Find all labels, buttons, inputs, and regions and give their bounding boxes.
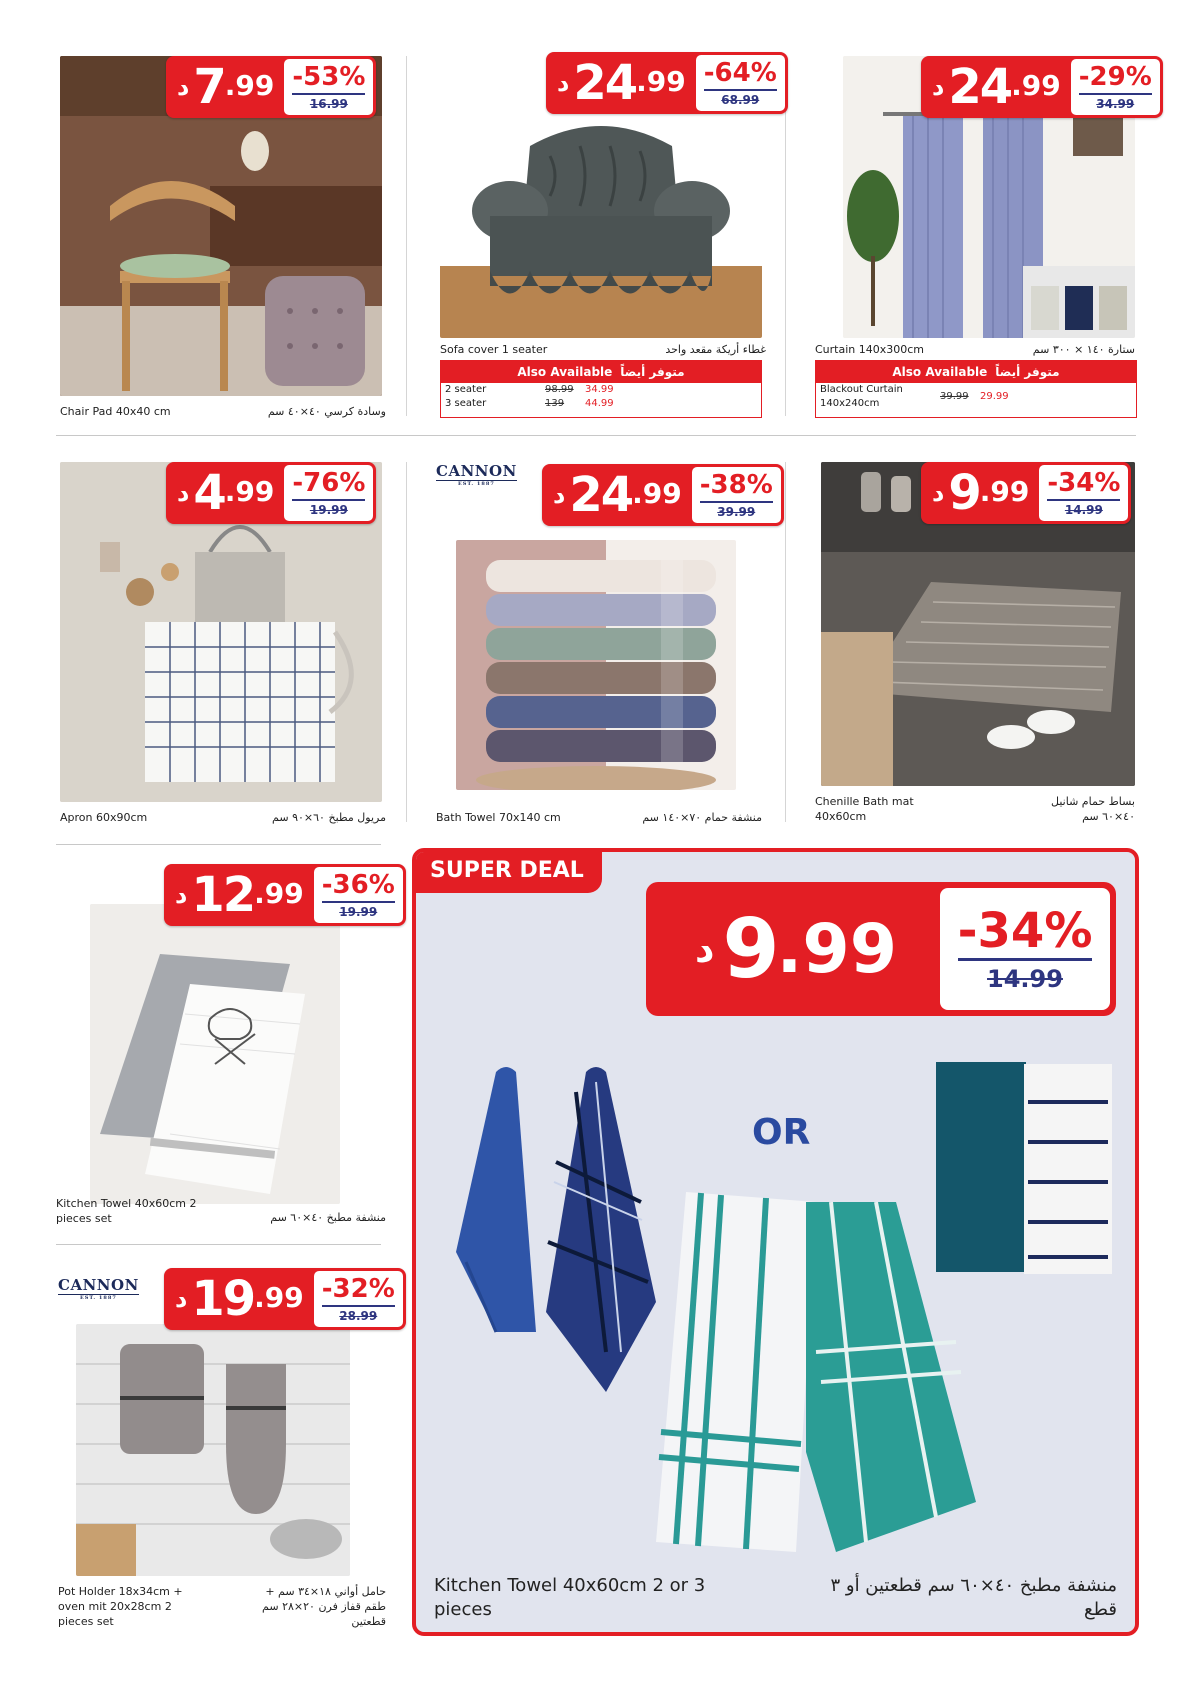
product-name-en: Sofa cover 1 seater bbox=[440, 343, 548, 356]
discount-percent: -29% bbox=[1079, 63, 1152, 95]
super-deal-name-en: Kitchen Towel 40x60cm 2 or 3 pieces bbox=[434, 1575, 706, 1620]
also-available-label: Also Available bbox=[892, 365, 988, 379]
old-price: 19.99 bbox=[339, 904, 378, 919]
product-name-ar: مريول مطبخ ٦٠×٩٠ سم bbox=[272, 811, 386, 824]
old-price: 39.99 bbox=[717, 504, 756, 519]
super-deal-tag: SUPER DEAL bbox=[416, 852, 602, 893]
column-divider bbox=[406, 56, 407, 416]
product-name-ar: غطاء أريكة مقعد واحد bbox=[665, 343, 766, 356]
product-sofa-cover[interactable] bbox=[436, 55, 777, 426]
product-name-ar: منشفة مطبخ ٤٠×٦٠ سم bbox=[270, 1211, 386, 1224]
or-label: OR bbox=[752, 1112, 811, 1153]
product-name-ar: بساط حمام شانيل ٤٠×٦٠ سم bbox=[1051, 795, 1135, 823]
variant-row: 3 seater 139 44.99 bbox=[445, 398, 614, 409]
product-bath-mat[interactable] bbox=[813, 462, 1139, 832]
product-name-ar: حامل أواني ١٨×٣٤ سم + طقم قفاز فرن ٢٠×٢٨ سم قطعتين bbox=[262, 1585, 386, 1628]
product-name-en: Apron 60x90cm bbox=[60, 811, 148, 824]
price-badge bbox=[166, 56, 376, 118]
discount-percent: -64% bbox=[704, 59, 777, 91]
also-available-label-ar: متوفر أيضاً bbox=[995, 365, 1060, 379]
old-price: 34.99 bbox=[1096, 96, 1135, 111]
cannon-logo: CANNON EST. 1887 bbox=[58, 1276, 139, 1301]
super-deal-panel[interactable] bbox=[412, 848, 1139, 1636]
price-badge: د 9 .99 -34% 14.99 bbox=[921, 462, 1131, 524]
row-divider bbox=[56, 1244, 381, 1245]
column-divider bbox=[785, 462, 786, 822]
also-available-label-ar: متوفر أيضاً bbox=[620, 365, 685, 379]
column-divider bbox=[406, 462, 407, 822]
price-badge: د 24 .99 -29% 34.99 bbox=[921, 56, 1163, 118]
discount-percent: -32% bbox=[322, 1275, 395, 1307]
variant-row: Blackout Curtain 140x240cm 39.99 29.99 bbox=[820, 384, 1009, 409]
old-price: 16.99 bbox=[309, 96, 348, 111]
product-bath-towel[interactable] bbox=[436, 462, 773, 832]
bath-towel-image bbox=[456, 540, 736, 790]
price-badge: د 12 .99 -36% 19.99 bbox=[164, 864, 406, 926]
product-chair-pad[interactable] bbox=[56, 56, 386, 426]
product-name-en: Chenille Bath mat 40x60cm bbox=[815, 795, 914, 823]
pot-holder-image bbox=[76, 1324, 350, 1576]
cannon-logo: CANNON EST. 1887 bbox=[436, 462, 517, 487]
variant-row: 2 seater 98.99 34.99 bbox=[445, 384, 614, 395]
also-available-box bbox=[440, 360, 762, 418]
discount-percent: -34% bbox=[1047, 469, 1120, 501]
old-price: 68.99 bbox=[721, 92, 760, 107]
product-name-ar: منشفة حمام ٧٠×١٤٠ سم bbox=[642, 811, 762, 824]
price-badge: د 24 .99 -38% 39.99 bbox=[542, 464, 784, 526]
product-name-en: Bath Towel 70x140 cm bbox=[436, 811, 561, 824]
also-available-box bbox=[815, 360, 1137, 418]
product-apron[interactable] bbox=[56, 462, 386, 832]
product-kitchen-towel-set[interactable] bbox=[56, 864, 395, 1234]
super-deal-old-price: 14.99 bbox=[987, 964, 1063, 993]
discount-percent: -76% bbox=[292, 469, 365, 501]
old-price: 19.99 bbox=[309, 502, 348, 517]
product-name-ar: وسادة كرسي ٤٠×٤٠ سم bbox=[267, 405, 386, 418]
price-badge: د 24 .99 -64% 68.99 bbox=[546, 52, 788, 114]
super-deal-price: د 9 .99 bbox=[694, 901, 898, 997]
old-price: 14.99 bbox=[1064, 502, 1103, 517]
row-divider bbox=[56, 844, 381, 845]
kitchen-towel-image bbox=[90, 904, 340, 1204]
discount-percent: -38% bbox=[700, 471, 773, 503]
discount-percent: -36% bbox=[322, 871, 395, 903]
product-name-en: Pot Holder 18x34cm + oven mit 20x28cm 2 pieces set bbox=[58, 1585, 183, 1628]
product-name-en: Kitchen Towel 40x60cm 2 pieces set bbox=[56, 1197, 197, 1225]
current-price: د 7 .99 bbox=[177, 59, 275, 115]
super-deal-discount: -34% bbox=[957, 903, 1093, 960]
product-pot-holder[interactable] bbox=[56, 1264, 395, 1644]
price-badge: د 4 .99 -76% 19.99 bbox=[166, 462, 376, 524]
super-deal-price-badge bbox=[646, 882, 1116, 1016]
product-name-en: Chair Pad 40x40 cm bbox=[60, 405, 171, 418]
super-deal-name-ar: منشفة مطبخ ٤٠×٦٠ سم قطعتين أو ٣ قطع bbox=[830, 1575, 1117, 1620]
price-badge: د 19 .99 -32% 28.99 bbox=[164, 1268, 406, 1330]
sofa-cover-image bbox=[440, 86, 762, 338]
row-divider bbox=[56, 435, 1136, 436]
discount-percent: -53% bbox=[292, 63, 365, 95]
product-name-ar: ستارة ١٤٠ × ٣٠٠ سم bbox=[1032, 343, 1135, 356]
also-available-label: Also Available bbox=[517, 365, 613, 379]
product-curtain[interactable] bbox=[813, 56, 1152, 426]
product-name-en: Curtain 140x300cm bbox=[815, 343, 925, 356]
old-price: 28.99 bbox=[339, 1308, 378, 1323]
